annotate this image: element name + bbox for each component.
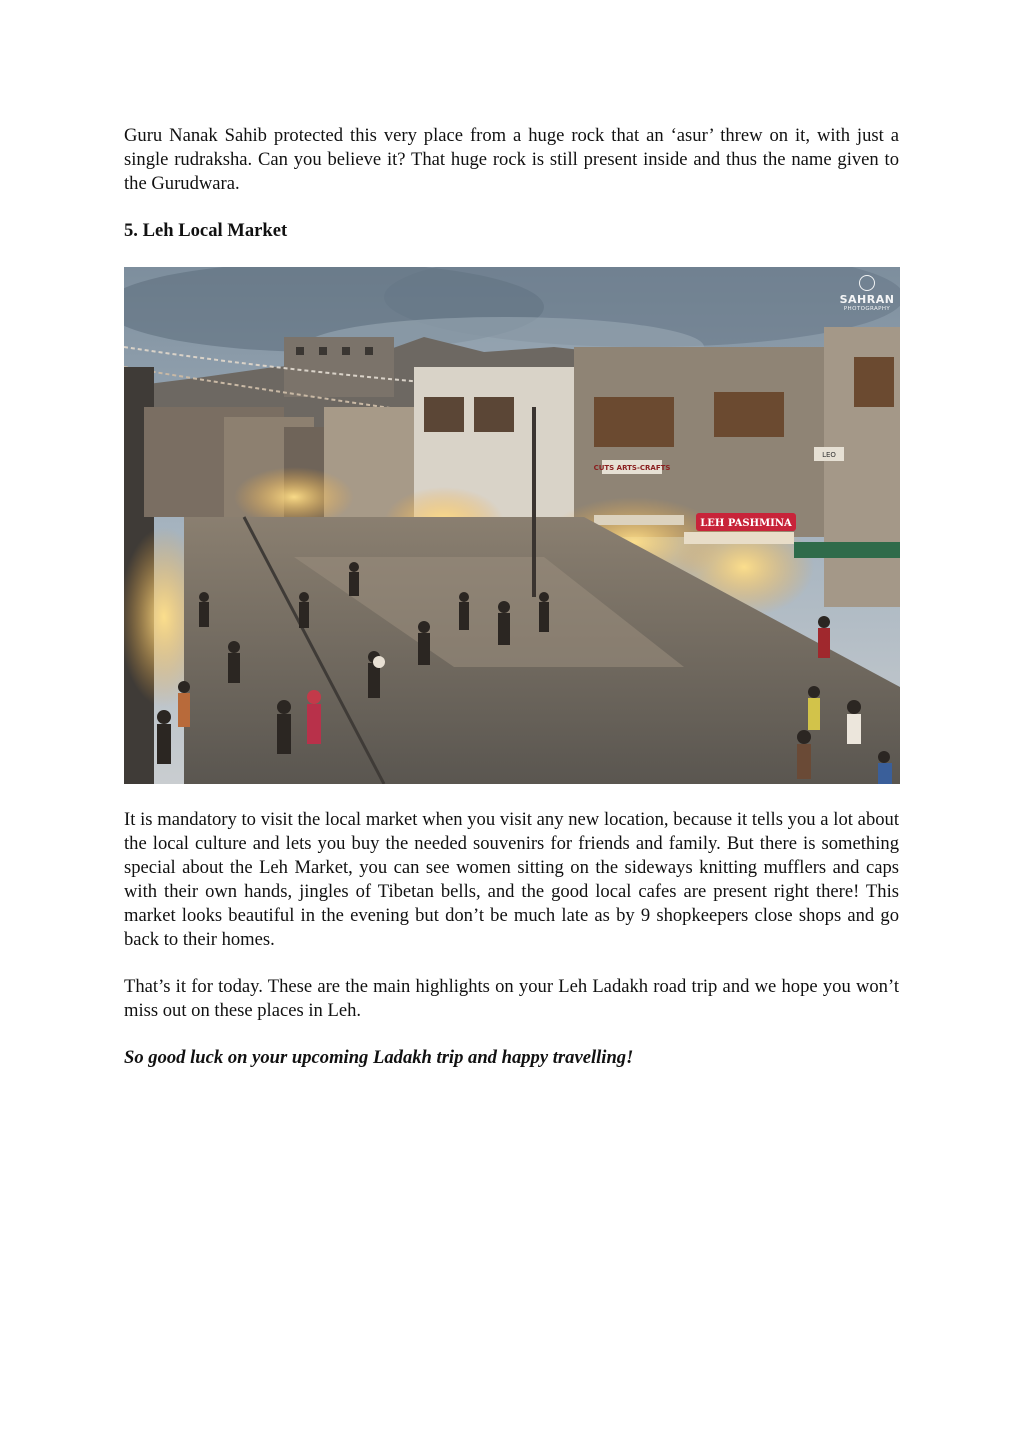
section-heading: 5. Leh Local Market — [124, 220, 288, 241]
intro-paragraph: Guru Nanak Sahib protected this very place from a huge rock that an ‘asur’ threw on it, with just a single rudraksha. Can you believe it? That huge rock is still present inside and thus the name given to the Gurudwara. — [124, 125, 899, 194]
watermark-brand: SAHRAN — [839, 293, 895, 306]
watermark-logo-icon — [859, 275, 875, 291]
photo-watermark — [838, 275, 896, 312]
summary-paragraph: That’s it for today. These are the main highlights on your Leh Ladakh road trip and we hope you won’t miss out on these places in Leh. — [124, 976, 899, 1021]
sign-leh-pashmina: LEH PASHMINA — [700, 518, 792, 529]
sign-leo: LEO — [822, 451, 836, 459]
leh-market-photo — [124, 267, 900, 784]
market-paragraph: It is mandatory to visit the local market when you visit any new location, because it tells you a lot about the local culture and lets you buy the needed souvenirs for friends and family. But there is something special about the Leh Market, you can see women sitting on the sideways knitting mufflers and caps with their own hands, jingles of Tibetan bells, and the good local cafes are present right there! This market looks beautiful in the evening but don’t be much late as by 9 shopkeepers close shops and go back to their homes. — [124, 809, 899, 950]
market-scene — [124, 267, 900, 784]
sign-arts-crafts: CUTS ARTS-CRAFTS — [593, 464, 671, 472]
closing-line: So good luck on your upcoming Ladakh trip and happy travelling! — [124, 1047, 634, 1068]
watermark-sub: PHOTOGRAPHY — [843, 306, 891, 312]
